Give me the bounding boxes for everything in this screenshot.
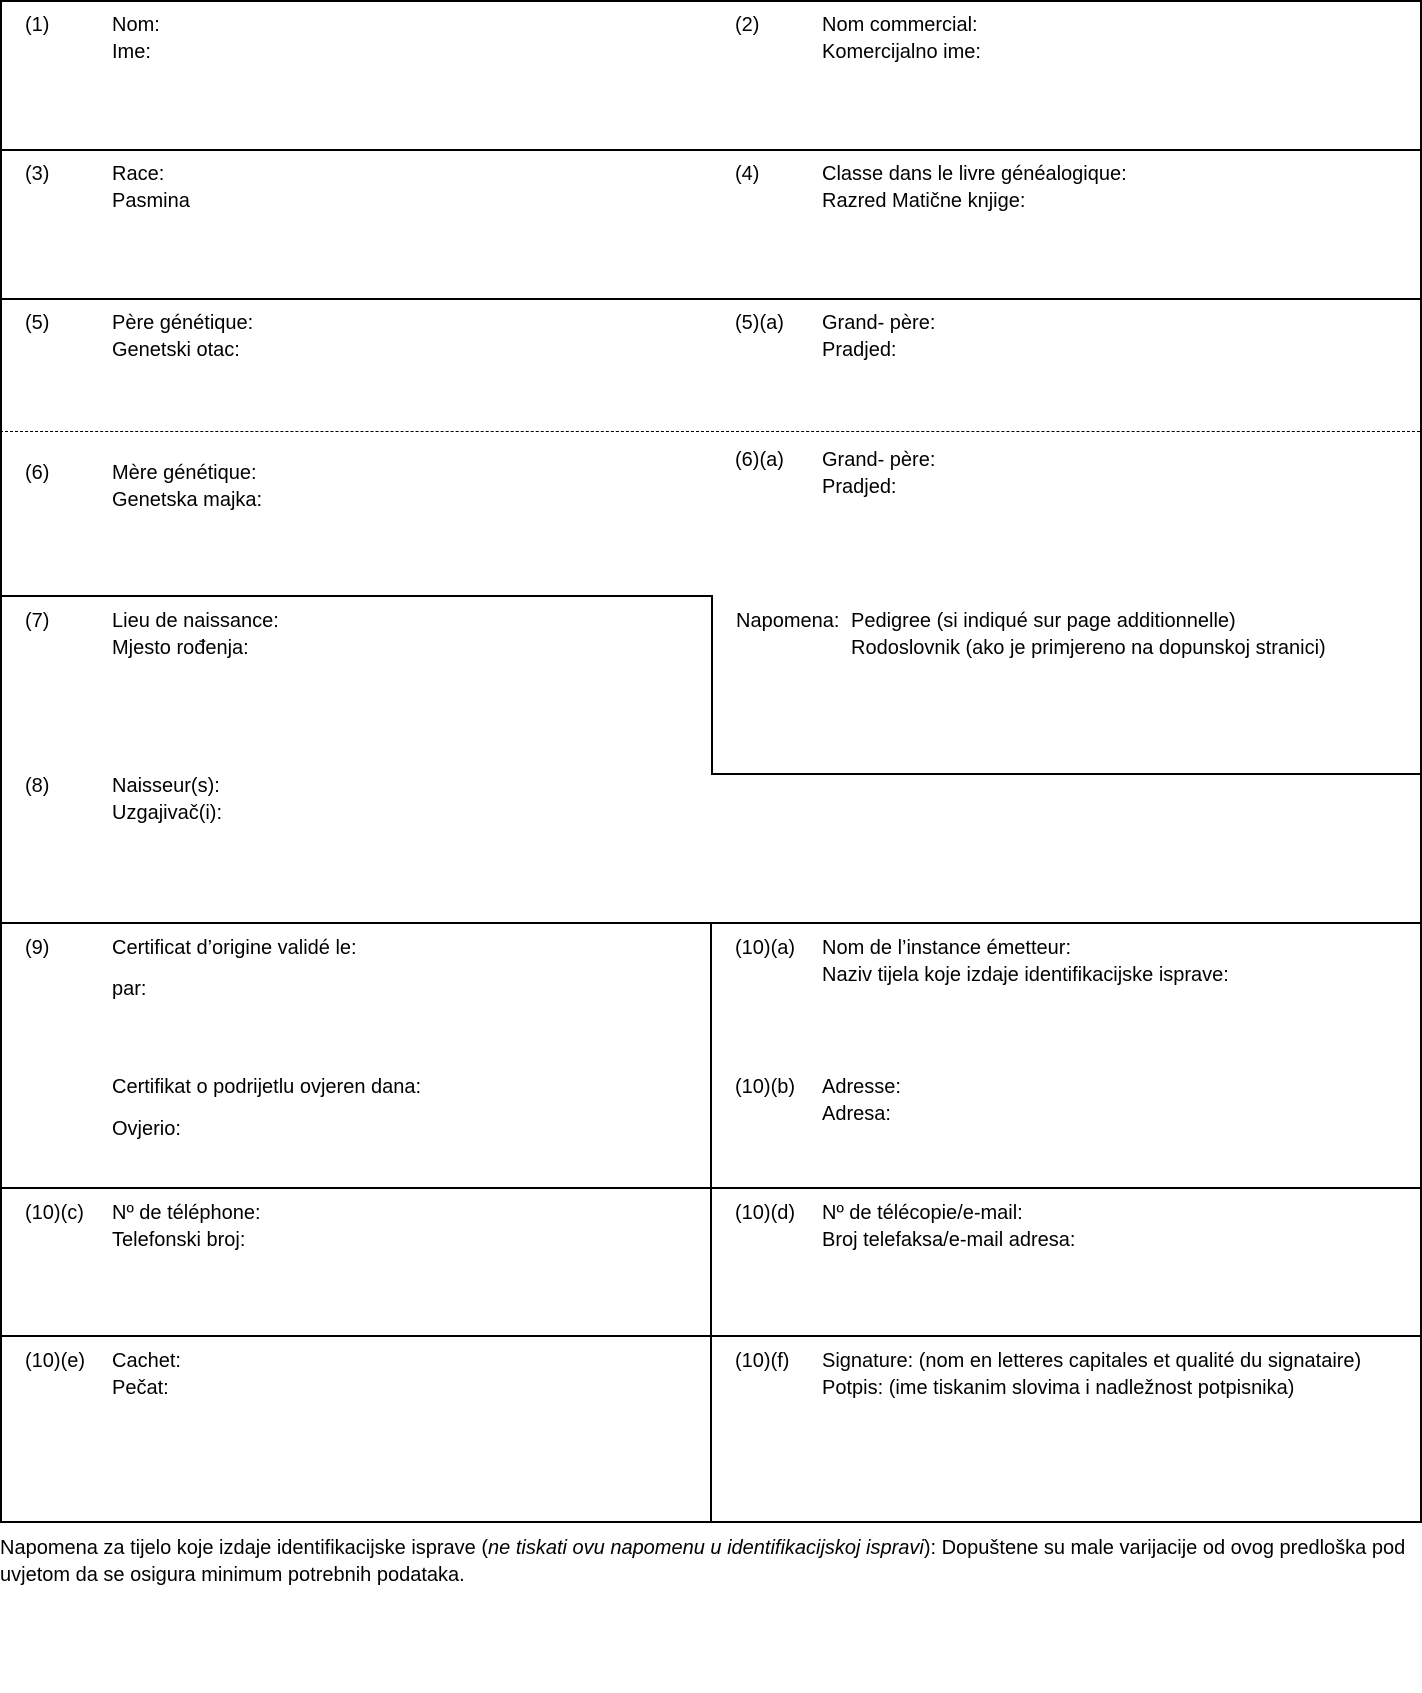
column-divider-lower <box>710 922 712 1522</box>
field-3-number: (3) <box>25 163 50 185</box>
field-2-label-hr: Komercijalno ime: <box>822 41 981 63</box>
field-5a-label-hr: Pradjed: <box>822 339 897 361</box>
border-top <box>0 0 1422 2</box>
field-9-label-hr: Certifikat o podrijetlu ovjeren dana: <box>112 1076 422 1098</box>
field-5-label-hr: Genetski otac: <box>112 339 240 361</box>
footnote-part-2: ): Dopuštene su male varijacije od ovog predloška pod uvjetom da se osigura minimum potrebnih podataka. <box>0 1537 1406 1586</box>
border-right <box>1420 0 1422 1522</box>
field-4-label-fr: Classe dans le livre généalogique: <box>822 163 1127 185</box>
field-5-label-fr: Père génétique: <box>112 312 254 334</box>
field-10e-label-fr: Cachet: <box>112 1350 181 1372</box>
row-divider-2 <box>0 298 1422 300</box>
border-left <box>0 0 2 1522</box>
field-2-number: (2) <box>735 14 760 36</box>
pedigree-note-label: Napomena: <box>736 610 840 632</box>
field-10c-label-hr: Telefonski broj: <box>112 1229 246 1251</box>
field-9-label-fr: Certificat d’origine validé le: <box>112 937 357 959</box>
field-6-number: (6) <box>25 462 50 484</box>
field-6-label-fr: Mère génétique: <box>112 462 257 484</box>
field-10f-label-hr: Potpis: (ime tiskanim slovima i nadležnost potpisnika) <box>822 1377 1295 1399</box>
field-8-number: (8) <box>25 775 50 797</box>
note-box-bottom <box>711 773 1422 775</box>
field-7-label-fr: Lieu de naissance: <box>112 610 279 632</box>
field-10b-label-fr: Adresse: <box>822 1076 901 1098</box>
field-4-number: (4) <box>735 163 760 185</box>
field-1-number: (1) <box>25 14 50 36</box>
field-1-label-fr: Nom: <box>112 14 160 36</box>
field-10c-number: (10)(c) <box>25 1202 84 1224</box>
field-6-label-hr: Genetska majka: <box>112 489 263 511</box>
field-10e-label-hr: Pečat: <box>112 1377 169 1399</box>
border-bottom <box>0 1521 1422 1523</box>
row-divider-10e <box>0 1335 1422 1337</box>
footnote-part-1: Napomena za tijelo koje izdaje identifikacijske isprave ( <box>0 1537 489 1559</box>
row-divider-1 <box>0 149 1422 151</box>
field-1-label-hr: Ime: <box>112 41 151 63</box>
field-2-label-fr: Nom commercial: <box>822 14 978 36</box>
field-10d-number: (10)(d) <box>735 1202 796 1224</box>
field-8-label-fr: Naisseur(s): <box>112 775 220 797</box>
field-6a-label-fr: Grand- père: <box>822 449 936 471</box>
field-3-label-fr: Race: <box>112 163 165 185</box>
field-5a-number: (5)(a) <box>735 312 784 334</box>
field-10a-label-hr: Naziv tijela koje izdaje identifikacijske isprave: <box>822 964 1229 986</box>
field-10a-number: (10)(a) <box>735 937 796 959</box>
pedigree-note-hr: Rodoslovnik (ako je primjereno na dopunskoj stranici) <box>851 637 1326 659</box>
field-10f-label-fr: Signature: (nom en letteres capitales et qualité du signataire) <box>822 1350 1362 1372</box>
field-9-by-hr: Ovjerio: <box>112 1118 181 1140</box>
field-9-by-fr: par: <box>112 978 147 1000</box>
field-10b-number: (10)(b) <box>735 1076 796 1098</box>
field-10b-label-hr: Adresa: <box>822 1103 891 1125</box>
row-divider-7-left <box>0 595 712 597</box>
field-8-label-hr: Uzgajivač(i): <box>112 802 223 824</box>
field-6a-label-hr: Pradjed: <box>822 476 897 498</box>
field-6a-number: (6)(a) <box>735 449 784 471</box>
field-10c-label-fr: Nº de téléphone: <box>112 1202 261 1224</box>
pedigree-note-fr: Pedigree (si indiqué sur page additionnelle) <box>851 610 1236 632</box>
field-7-label-hr: Mjesto rođenja: <box>112 637 249 659</box>
field-10f-number: (10)(f) <box>735 1350 790 1372</box>
field-10e-number: (10)(e) <box>25 1350 86 1372</box>
footnote-italic: ne tiskati ovu napomenu u identifikacijskoj ispravi <box>488 1537 924 1559</box>
footnote <box>0 1535 1422 1589</box>
field-10d-label-hr: Broj telefaksa/e-mail adresa: <box>822 1229 1076 1251</box>
field-7-number: (7) <box>25 610 50 632</box>
row-divider-10c <box>0 1187 1422 1189</box>
field-10d-label-fr: Nº de télécopie/e-mail: <box>822 1202 1023 1224</box>
dashed-divider <box>0 431 1420 432</box>
field-10a-label-fr: Nom de l’instance émetteur: <box>822 937 1072 959</box>
field-3-label-hr: Pasmina <box>112 190 190 212</box>
note-box-left <box>711 595 713 774</box>
field-5-number: (5) <box>25 312 50 334</box>
field-5a-label-fr: Grand- père: <box>822 312 936 334</box>
field-4-label-hr: Razred Matične knjige: <box>822 190 1026 212</box>
field-9-number: (9) <box>25 937 50 959</box>
